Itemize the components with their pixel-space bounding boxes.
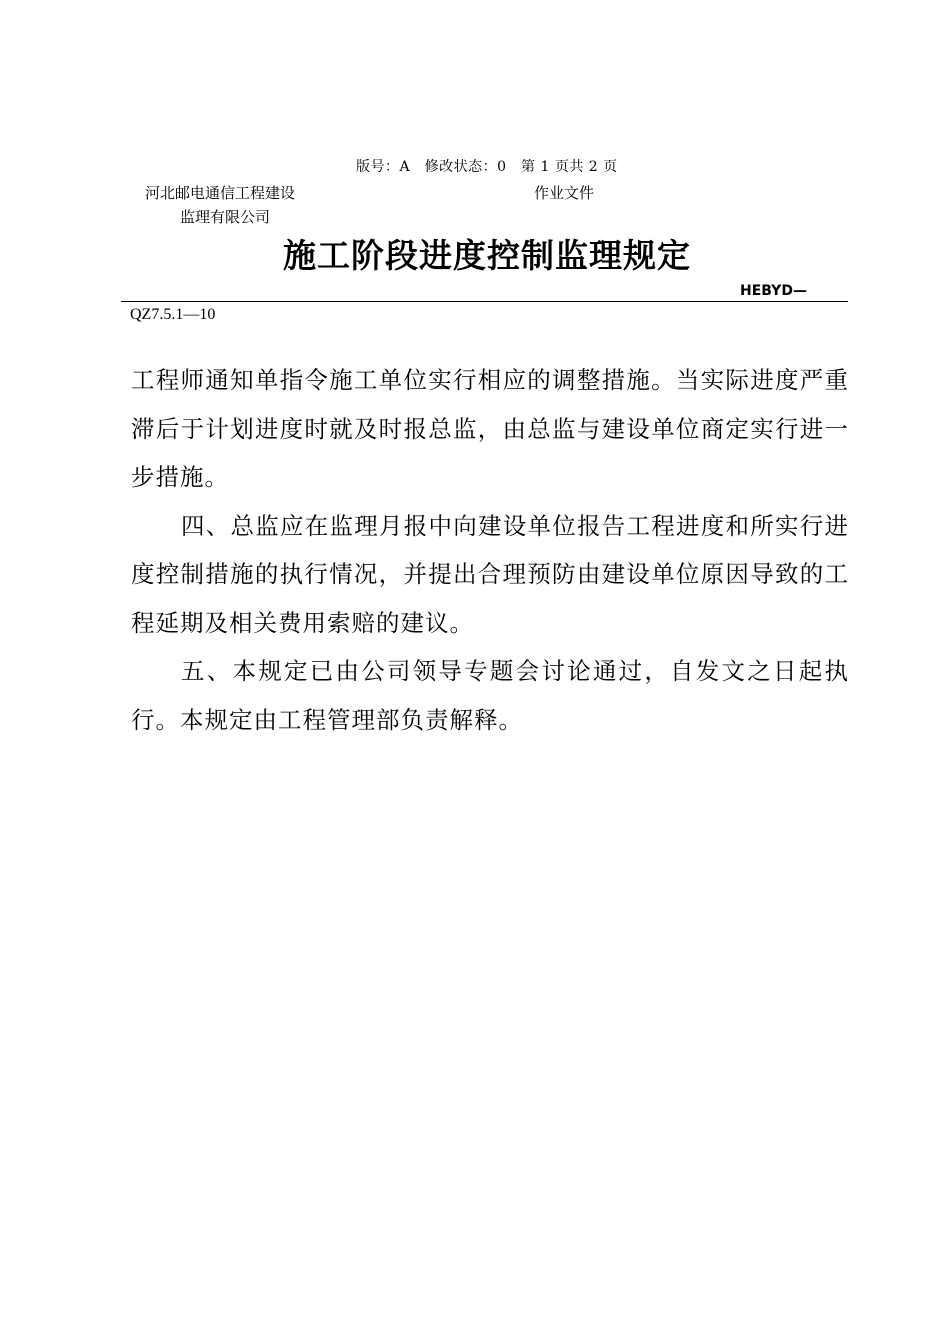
document-body — [131, 356, 849, 744]
header-divider — [121, 301, 848, 302]
version-info: 版号：A 修改状态：0 第 1 页共 2 页 — [356, 159, 618, 175]
document-code-suffix: QZ7.5.1—10 — [130, 306, 216, 323]
document-type: 作业文件 — [534, 184, 595, 202]
document-code-prefix: HEBYD— — [740, 283, 807, 299]
document-title: 施工阶段进度控制监理规定 — [283, 236, 691, 275]
company-name-line2: 监理有限公司 — [180, 208, 271, 226]
company-name-line1: 河北邮电通信工程建设 — [145, 184, 296, 202]
body-paragraph-item-4: 四、总监应在监理月报中向建设单位报告工程进度和所实行进度控制措施的执行情况，并提出合理预防由建设单位原因导致的工程延期及相关费用索赔的建议。 — [131, 511, 849, 637]
body-paragraph-item-5: 五、本规定已由公司领导专题会讨论通过，自发文之日起执行。本规定由工程管理部负责解释。 — [131, 657, 849, 734]
body-paragraph-continued: 工程师通知单指令施工单位实行相应的调整措施。当实际进度严重滞后于计划进度时就及时报总监，由总监与建设单位商定实行进一步措施。 — [131, 366, 849, 491]
